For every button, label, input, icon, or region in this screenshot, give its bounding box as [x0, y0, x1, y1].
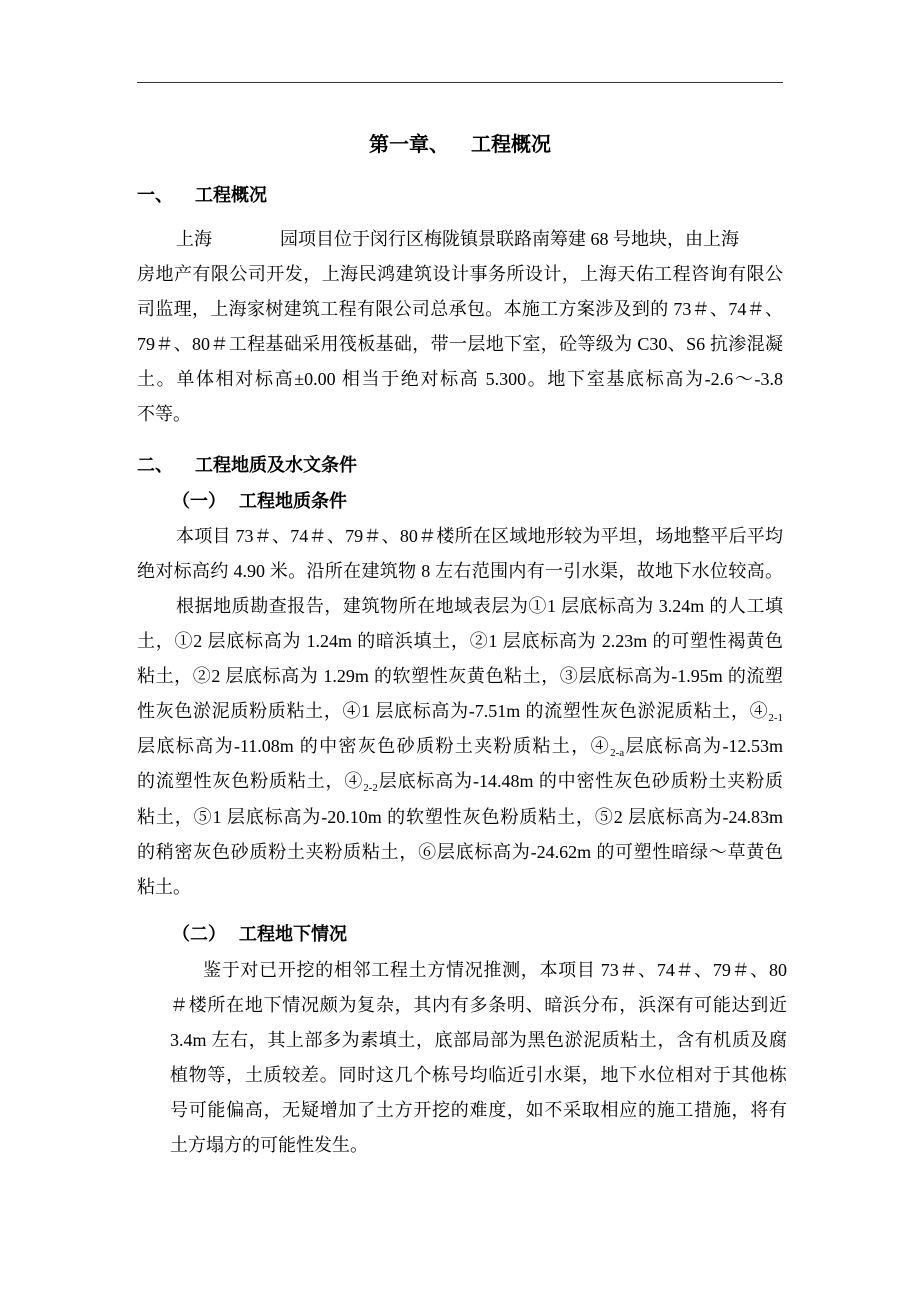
subsection-1-heading-row	[172, 484, 347, 519]
subsection-2-heading: 工程地下情况	[239, 924, 347, 944]
paragraph-line: 粘土，⑤1 层底标高为-20.10m 的软塑性灰色粉质粘土，⑤2 层底标高为-24.83m	[137, 806, 783, 827]
subsection-1-heading: 工程地质条件	[239, 491, 347, 511]
section-2-heading: 工程地质及水文条件	[195, 455, 357, 475]
subsection-1-paragraph-2	[137, 589, 783, 905]
paragraph-line: 粘土。	[137, 876, 191, 897]
paragraph-line: 土。单体相对标高±0.00 相当于绝对标高 5.300。地下室基底标高为-2.6～-3.8	[137, 369, 783, 390]
paragraph-line: 79＃、80＃工程基础采用筏板基础，带一层地下室，砼等级为 C30、S6 抗渗混凝	[137, 334, 783, 355]
paragraph-line	[137, 694, 783, 729]
paragraph-line-text: 层底标高为-11.08m 的中密灰色砂质粉土夹粉质粘土，④	[137, 736, 611, 757]
paragraph-line: 本项目 73＃、74＃、79＃、80＃楼所在区域地形较为平坦，场地整平后平均	[176, 526, 783, 546]
paragraph-line-text: 园项目位于闵行区梅陇镇景联路南筹建 68 号地块，由上海	[280, 229, 739, 249]
header-rule	[137, 82, 783, 83]
section-2-heading-row	[137, 448, 357, 483]
layer-subscript: 2-a	[610, 747, 625, 760]
section-2-number: 二、	[137, 455, 173, 475]
section-1-heading: 工程概况	[195, 185, 267, 205]
paragraph-line: 根据地质勘查报告，建筑物所在地域表层为①1 层底标高为 3.24m 的人工填	[176, 596, 783, 616]
paragraph-line: 房地产有限公司开发，上海民鸿建筑设计事务所设计，上海天佑工程咨询有限公	[137, 264, 783, 285]
subsection-1-number: （一）	[172, 491, 226, 511]
subsection-2-number: （二）	[172, 924, 226, 944]
subsection-2-paragraph-1	[170, 953, 787, 1164]
chapter-title-text: 工程概况	[471, 134, 551, 156]
paragraph-line: 土，①2 层底标高为 1.24m 的暗浜填土，②1 层底标高为 2.23m 的可塑性褐黄色	[137, 631, 783, 652]
paragraph-line: 号可能偏高，无疑增加了土方开挖的难度，如不采取相应的施工措施，将有	[170, 1100, 787, 1121]
paragraph-line-text: 层底标高为-14.48m 的中密性灰色砂质粉土夹粉质	[377, 771, 784, 792]
paragraph-line: 绝对标高约 4.90 米。沿所在建筑物 8 左右范围内有一引水渠，故地下水位较高。	[137, 561, 783, 582]
paragraph-line-text: 性灰色淤泥质粉质粘土，④1 层底标高为-7.51m 的流塑性灰色淤泥质粘土，④	[137, 701, 769, 722]
section-1-heading-row	[137, 178, 267, 213]
paragraph-line	[137, 222, 783, 257]
paragraph-line: 司监理，上海家树建筑工程有限公司总承包。本施工方案涉及到的 73＃、74＃、	[137, 299, 783, 320]
paragraph-line: 粘土，②2 层底标高为 1.29m 的软塑性灰黄色粘土，③层底标高为-1.95m 的流塑	[137, 666, 783, 687]
paragraph-line: 3.4m 左右，其上部多为素填土，底部局部为黑色淤泥质粘土，含有机质及腐	[170, 1030, 787, 1051]
layer-subscript: 2-2	[363, 782, 378, 795]
paragraph-line: 不等。	[137, 404, 191, 425]
paragraph-line: 植物等，土质较差。同时这几个栋号均临近引水渠，地下水位相对于其他栋	[170, 1065, 787, 1086]
paragraph-line: 土方塌方的可能性发生。	[170, 1135, 368, 1156]
layer-subscript: 2-1	[768, 712, 783, 725]
paragraph-line	[137, 729, 783, 764]
paragraph-line-text: 层底标高为-12.53m	[624, 736, 784, 757]
paragraph-line	[137, 764, 783, 799]
paragraph-lead-text: 上海	[176, 229, 212, 249]
chapter-title	[0, 128, 920, 162]
subsection-1-paragraph-1	[137, 519, 783, 589]
paragraph-line: 鉴于对已开挖的相邻工程土方情况推测，本项目 73＃、74＃、79＃、80	[203, 960, 787, 980]
paragraph-line-text: 的流塑性灰色粉质粘土，④	[137, 771, 364, 792]
paragraph-line: 的稍密灰色砂质粉土夹粉质粘土，⑥层底标高为-24.62m 的可塑性暗绿～草黄色	[137, 841, 783, 862]
chapter-number: 第一章、	[369, 134, 449, 156]
paragraph-line: ＃楼所在地下情况颇为复杂，其内有多条明、暗浜分布，浜深有可能达到近	[170, 995, 787, 1016]
subsection-2-heading-row	[172, 917, 347, 952]
section-1-paragraph	[137, 222, 783, 433]
section-1-number: 一、	[137, 185, 173, 205]
